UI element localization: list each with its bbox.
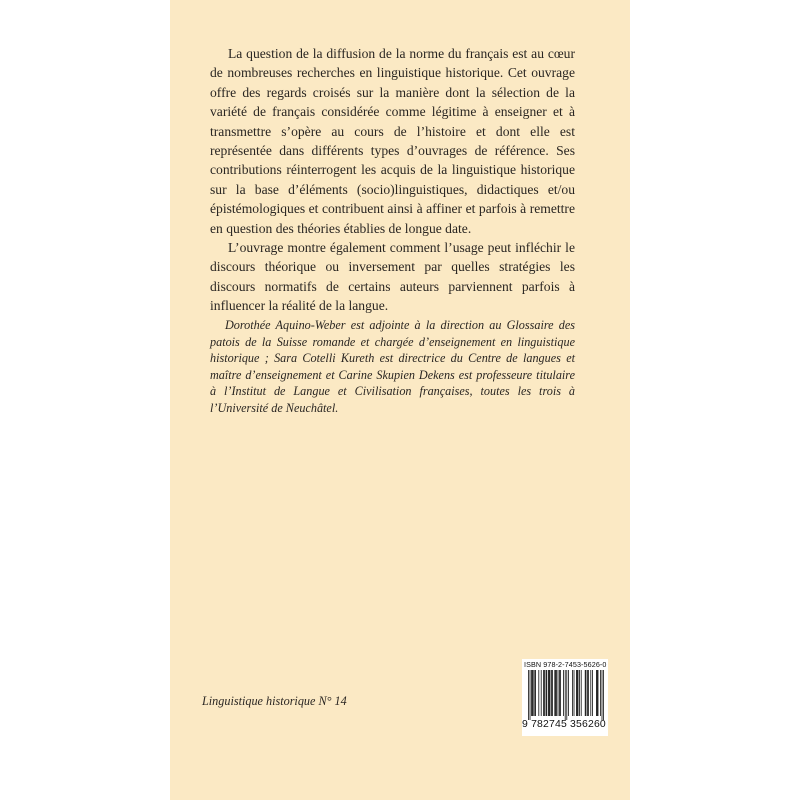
barcode-bar	[530, 670, 531, 720]
barcode-bar	[574, 670, 575, 716]
barcode-bar	[558, 670, 559, 716]
barcode-bar	[550, 670, 551, 716]
barcode-bar	[600, 670, 601, 716]
barcode-bar	[535, 670, 536, 716]
barcode-bar	[603, 670, 604, 720]
barcode-bar	[577, 670, 578, 716]
barcode-bar	[596, 670, 597, 716]
barcode-bar	[566, 670, 567, 720]
barcode-bar	[572, 670, 573, 716]
barcode-bar	[554, 670, 555, 716]
blurb-paragraph-1: La question de la diffusion de la norme du français est au cœur de nombreuses recherches en linguistique historique. Cet ouvrage offre des regards croisés sur la manière dont la sélection de la variété de français considérée comme légitime à enseigner et à transmettre s’opère au cours de l’histoire et dont elle est représentée dans différents types d’ouvrages de référence. Ses contributions réinterrogent les acquis de la linguistique historique sur la base d’éléments (socio)linguistiques, didactiques et/ou épistémologiques et contribuent ainsi à affiner et parfois à remettre en question des théories établies de longue date.	[210, 46, 575, 236]
series-label: Linguistique historique N° 14	[202, 694, 347, 708]
barcode-bar	[563, 670, 564, 716]
barcode-bar	[581, 670, 582, 716]
isbn-label: ISBN 978-2-7453-5626-0	[524, 660, 607, 669]
barcode-bar	[552, 670, 553, 716]
barcode-bar	[549, 670, 550, 716]
barcode-bar	[548, 670, 549, 716]
barcode-bar	[578, 670, 579, 716]
barcode-bar	[555, 670, 556, 716]
barcode-bar	[565, 670, 566, 720]
barcode-bar	[531, 670, 532, 716]
barcode-bar	[551, 670, 552, 716]
barcode-bar	[602, 670, 603, 720]
barcode-bar	[588, 670, 589, 716]
barcode-bar	[546, 670, 547, 716]
barcode-bar	[538, 670, 539, 716]
barcode-bar	[546, 670, 547, 716]
barcode-bar	[576, 670, 577, 716]
blurb-text	[210, 44, 575, 316]
barcode-bar	[534, 670, 535, 716]
authors-note: Dorothée Aquino-Weber est adjointe à la direction au Glossaire des patois de la Suisse romande et chargée d’enseignement en linguistique historique ; Sara Cotelli Kureth est directrice du Centre de langues et maître d’enseignement et Carine Skupien Dekens est professeure titulaire à l’Institut de Langue et Civilisation françaises, toutes les trois à l’Université de Neuchâtel.	[210, 318, 575, 415]
barcode-bar	[590, 670, 591, 716]
barcode-bars	[528, 670, 604, 720]
back-cover	[170, 0, 630, 800]
barcode-bar	[598, 670, 599, 716]
blurb-paragraph-2: L’ouvrage montre également comment l’usage peut infléchir le discours théorique ou inversement par quelles stratégies les discours normatifs de certains auteurs parviennent parfois à influencer la réalité de la langue.	[210, 240, 575, 314]
barcode-bar	[532, 670, 533, 716]
barcode-bar	[587, 670, 588, 716]
barcode-bar	[585, 670, 586, 716]
isbn-barcode	[522, 659, 608, 736]
barcode-bar	[559, 670, 560, 716]
barcode-bar	[592, 670, 593, 716]
barcode-bar	[597, 670, 598, 716]
barcode-bar	[560, 670, 561, 716]
barcode-bar	[556, 670, 557, 716]
barcode-bar	[579, 670, 580, 716]
barcode-bar	[533, 670, 534, 716]
barcode-bar	[586, 670, 587, 716]
barcode-bar	[544, 670, 545, 716]
barcode-bar	[541, 670, 542, 716]
barcode-bar	[528, 670, 529, 720]
barcode-bar	[543, 670, 544, 716]
barcode-bar	[568, 670, 569, 716]
barcode-digits: 9 782745 356260	[522, 719, 606, 730]
